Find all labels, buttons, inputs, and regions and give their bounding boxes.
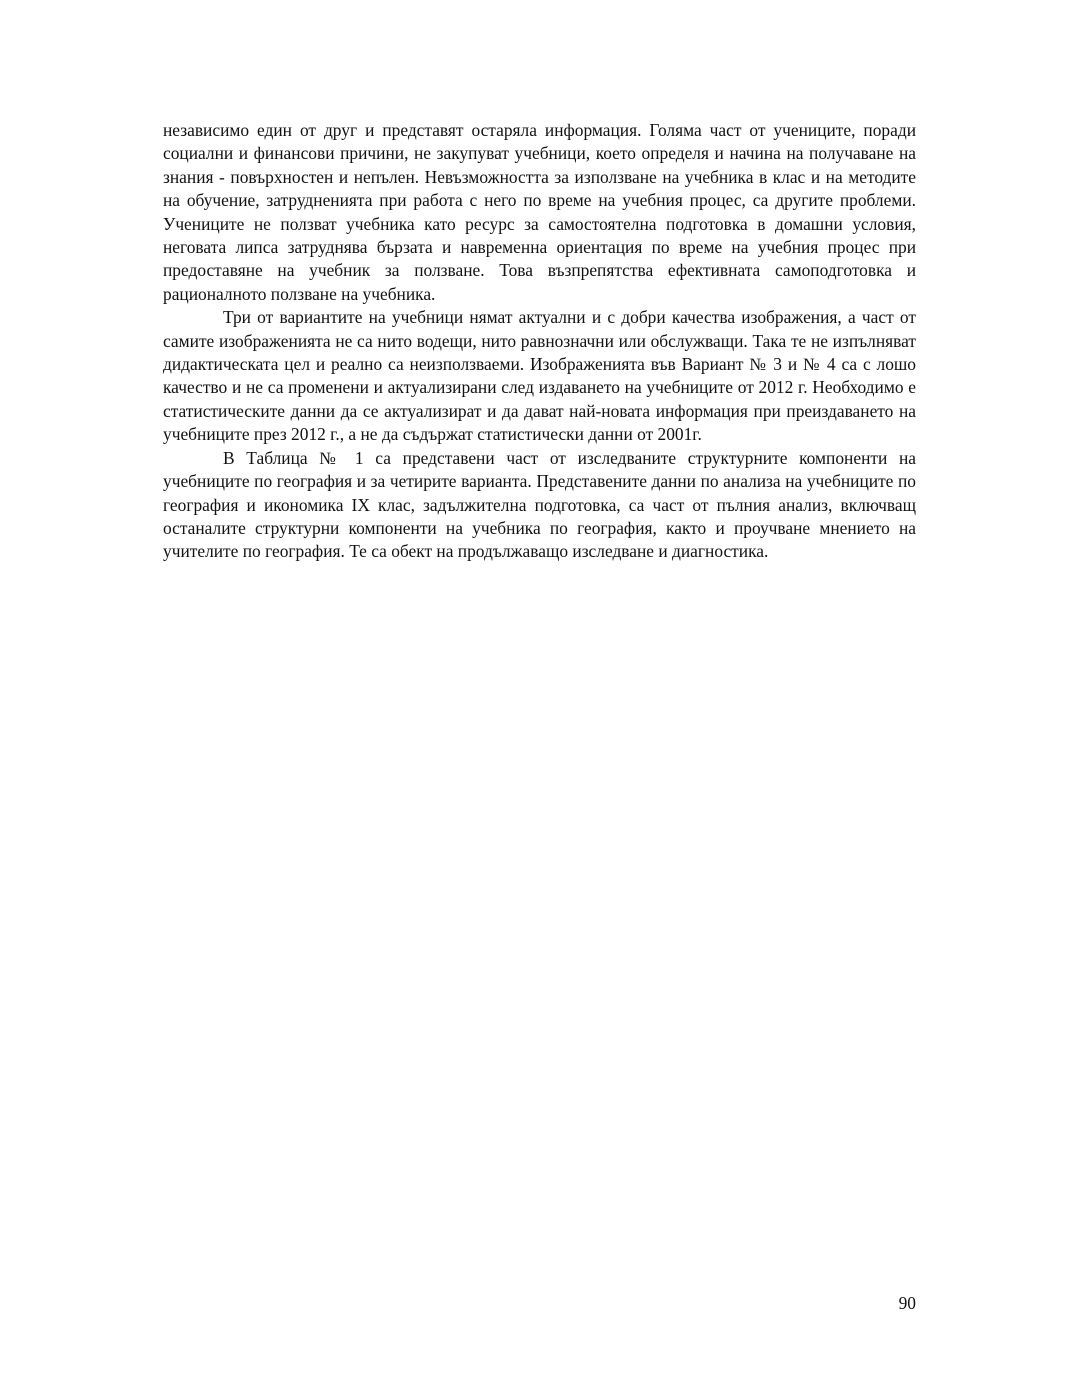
document-body bbox=[163, 119, 916, 564]
page-number: 90 bbox=[898, 1293, 916, 1313]
paragraph-2: Три от вариантите на учебници нямат актуални и с добри качества изображения, а част от самите изображенията не са нито водещи, нито равнозначни или обслужващи. Така те не изпълняват дидактическата цел и реално са неизползваеми. Изображенията във Вариант № 3 и № 4 са с лошо качество и не са променени и актуализирани след издаването на учебниците от 2012 г. Необходимо е статистическите данни да се актуализират и да дават най-новата информация при преиздаването на учебниците през 2012 г., а не да съдържат статистически данни от 2001г. bbox=[163, 307, 916, 445]
paragraph-1: независимо един от друг и представят остаряла информация. Голяма част от учениците, поради социални и финансови причини, не закупуват учебници, което определя и начина на получаване на знания - повърхностен и непълен. Невъзможността за използване на учебника в клас и на методите на обучение, затрудненията при работа с него по време на учебния процес, са другите проблеми. Учениците не ползват учебника като ресурс за самостоятелна подготовка в домашни условия, неговата липса затруднява бързата и навременна ориентация по време на учебния процес при предоставяне на учебник за ползване. Това възпрепятства ефективната самоподготовка и рационалното ползване на учебника. bbox=[163, 120, 916, 304]
paragraph-3: В Таблица № 1 са представени част от изследваните структурните компоненти на учебниците по география и за четирите варианта. Представените данни по анализа на учебниците по география и икономика IX клас, задължителна подготовка, са част от пълния анализ, включващ останалите структурни компоненти на учебника по география, както и проучване мнението на учителите по география. Те са обект на продължаващо изследване и диагностика. bbox=[163, 447, 916, 562]
